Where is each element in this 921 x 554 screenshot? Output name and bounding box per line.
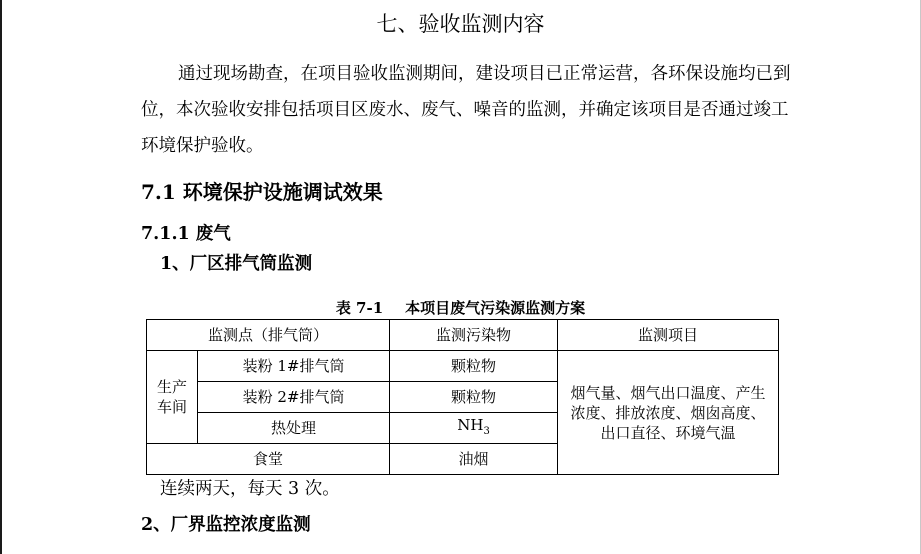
chapter-title: 七、验收监测内容 <box>376 12 545 36</box>
section-heading-7-1-1: 7.1.1 废气 <box>141 224 231 244</box>
pollutant-cell: 颗粒物 <box>390 382 558 413</box>
group-label-cell: 生产车间 <box>147 351 198 444</box>
section-heading-7-1: 7.1 环境保护设施调试效果 <box>141 180 383 204</box>
point-cell: 食堂 <box>147 444 390 475</box>
table-row <box>147 351 779 382</box>
monitoring-plan-table <box>146 319 779 475</box>
monitoring-items-cell: 烟气量、烟气出口温度、产生浓度、排放浓度、烟囱高度、出口直径、环境气温 <box>558 351 779 475</box>
pollutant-cell: 颗粒物 <box>390 351 558 382</box>
pollutant-cell <box>390 413 558 444</box>
header-monitoring-items: 监测项目 <box>558 320 779 351</box>
table-caption-number: 表 7-1 <box>335 299 384 317</box>
point-cell: 热处理 <box>198 413 390 444</box>
table-caption <box>0 297 921 318</box>
page-left-border <box>0 0 2 554</box>
intro-paragraph <box>141 56 791 164</box>
point-cell: 装粉 2#排气筒 <box>198 382 390 413</box>
pollutant-formula: NH <box>457 415 484 434</box>
header-monitoring-point: 监测点（排气筒） <box>147 320 390 351</box>
subsection-heading-1: 1、厂区排气筒监测 <box>160 254 313 274</box>
header-pollutant: 监测污染物 <box>390 320 558 351</box>
point-cell: 装粉 1#排气筒 <box>198 351 390 382</box>
frequency-note: 连续两天，每天 3 次。 <box>160 479 340 499</box>
pollutant-cell: 油烟 <box>390 444 558 475</box>
table-caption-title: 本项目废气污染源监测方案 <box>405 299 586 317</box>
intro-paragraph-text: 通过现场勘查，在项目验收监测期间，建设项目已正常运营，各环保设施均已到位，本次验收安排包括项目区废水、废气、噪音的监测，并确定该项目是否通过竣工环境保护验收。 <box>141 64 791 156</box>
table-header-row <box>147 320 779 351</box>
subsection-heading-2: 2、厂界监控浓度监测 <box>141 515 311 535</box>
pollutant-subscript: 3 <box>483 425 490 437</box>
